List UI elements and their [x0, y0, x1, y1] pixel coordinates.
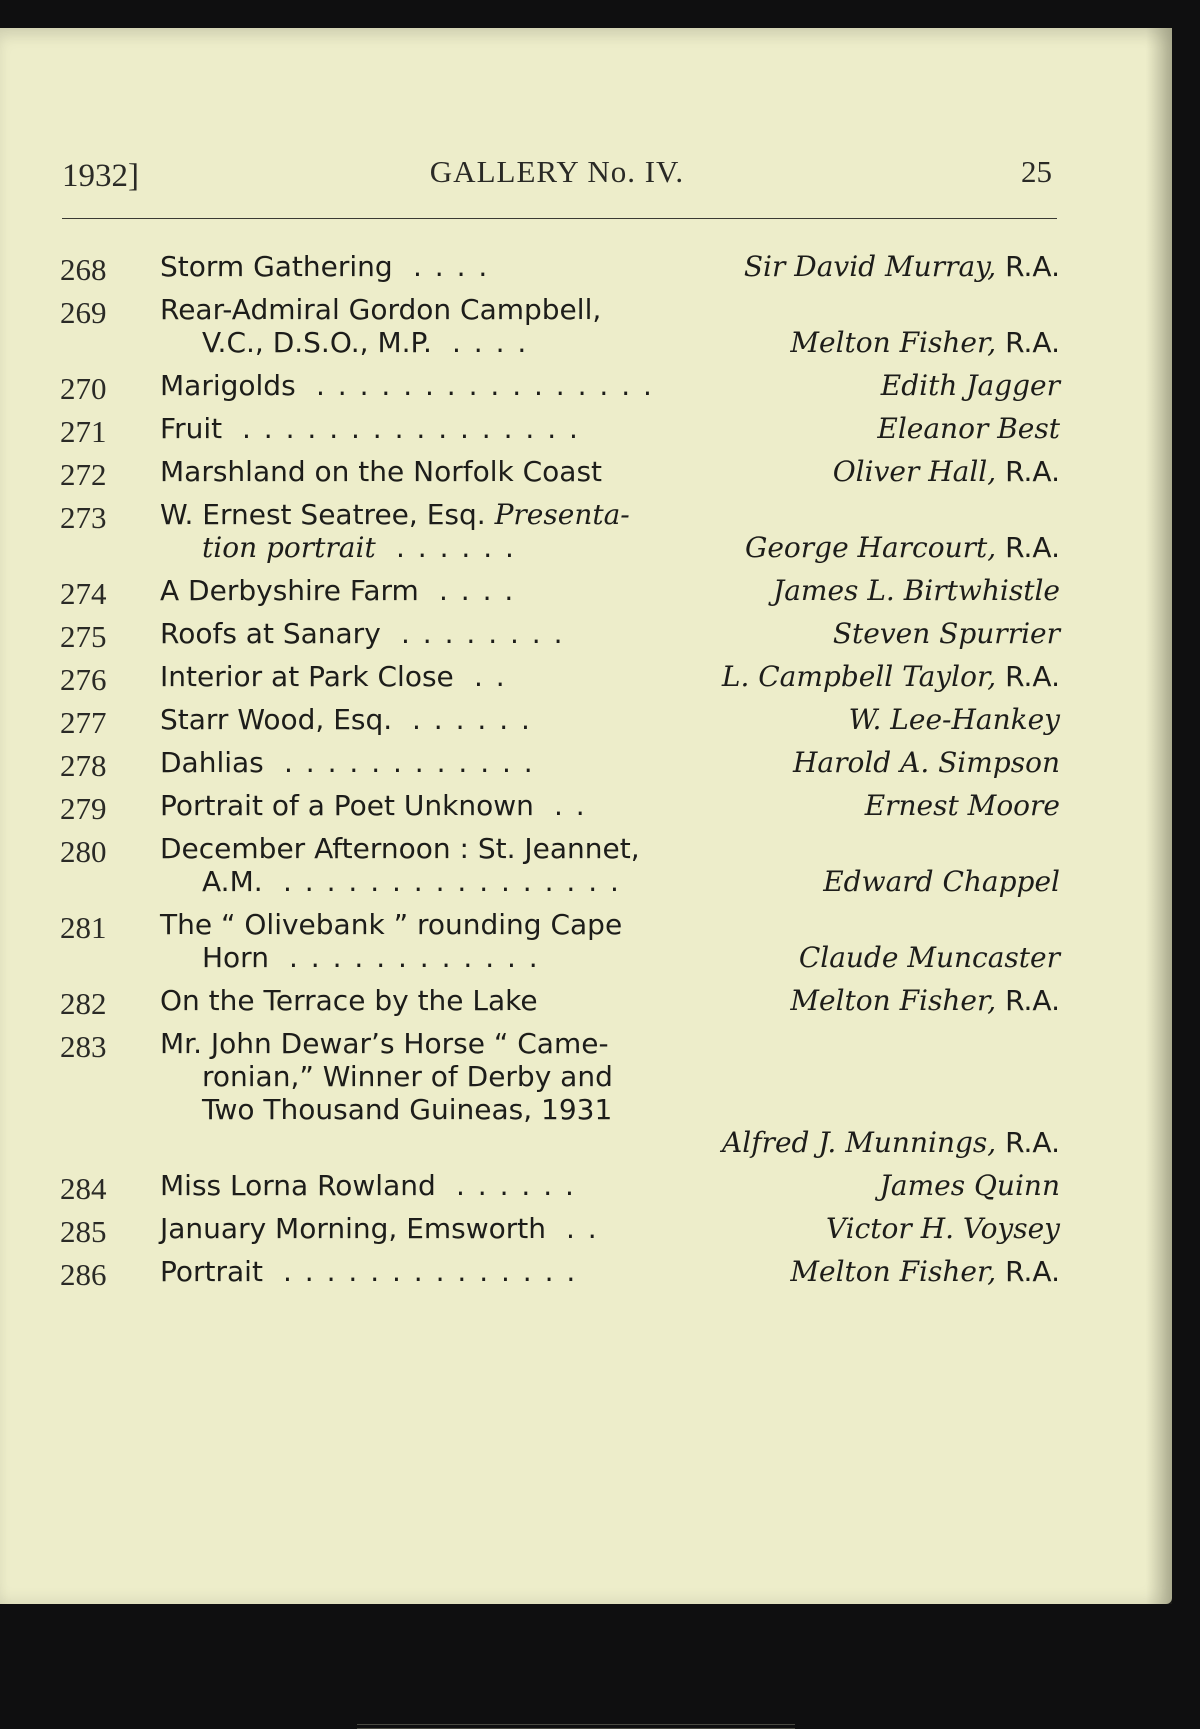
entry-title: [160, 1212, 546, 1245]
entry-number: 276: [60, 662, 107, 697]
entry-title: [160, 984, 538, 1017]
header-year: 1932]: [62, 158, 139, 194]
title-text: Mr. John Dewar’s Horse “ Came-: [160, 1027, 609, 1060]
artist-name: Edward Chappel: [823, 865, 1060, 898]
artist-name: Victor H. Voysey: [825, 1212, 1060, 1245]
entry-number: 268: [60, 252, 107, 287]
entry-line: [60, 617, 1060, 650]
title-text: Fruit: [160, 412, 223, 445]
entry-number: 273: [60, 500, 107, 535]
entry-title: [160, 1169, 436, 1202]
artist-name: Sir David Murray,: [743, 250, 997, 283]
title-text: On the Terrace by the Lake: [160, 984, 538, 1017]
title-text: Two Thousand Guineas, 1931: [202, 1093, 613, 1126]
leader-dots: . . . . . . . . . . . . . . . .: [316, 369, 654, 402]
entry-line: [60, 412, 1060, 445]
title-text: Portrait of a Poet Unknown: [160, 789, 534, 822]
entry-artist: [881, 369, 1060, 402]
entry-artist: [833, 455, 1060, 488]
leader-dots: . . . .: [452, 326, 529, 359]
title-text: Marshland on the Norfolk Coast: [160, 455, 603, 488]
academy-suffix: R.A.: [1005, 660, 1060, 693]
artist-name: Eleanor Best: [877, 412, 1060, 445]
entry-title: [160, 1027, 609, 1060]
leader-dots: . .: [566, 1212, 599, 1245]
title-text: Marigolds: [160, 369, 296, 402]
entry-line: [60, 531, 1060, 564]
entry-line: [60, 789, 1060, 822]
entry-number: 286: [60, 1257, 107, 1292]
entry-title: [160, 660, 454, 693]
entry-title-continued: [202, 941, 269, 974]
catalogue-entry: [60, 660, 1060, 697]
entry-artist: [833, 617, 1060, 650]
entry-line: [60, 1255, 1060, 1288]
title-text: January Morning, Emsworth: [160, 1212, 547, 1245]
catalogue-entry: [60, 369, 1060, 406]
catalogue-entry: [60, 250, 1060, 287]
leader-dots: . . . . . . . . . . . . . . . .: [283, 865, 621, 898]
page-edge-shadow: [1146, 28, 1172, 1604]
entry-artist: [745, 531, 1060, 564]
entry-number: 270: [60, 371, 107, 406]
entry-line: [60, 369, 1060, 402]
artist-name: Melton Fisher,: [790, 1255, 997, 1288]
header-rule: [62, 218, 1057, 219]
entry-number: 274: [60, 576, 107, 611]
title-text: W. Ernest Seatree, Esq.: [160, 498, 486, 531]
leader-dots: . . . . . . . . . . . .: [284, 746, 535, 779]
entry-line: [60, 326, 1060, 359]
entry-line: [60, 293, 1060, 326]
leader-dots: . .: [474, 660, 507, 693]
entry-title: [160, 832, 640, 865]
entry-line: [60, 1060, 1060, 1093]
entry-artist: [823, 865, 1060, 898]
catalogue-entry: [60, 498, 1060, 564]
title-text: A.M.: [202, 865, 263, 898]
entry-artist: [722, 1126, 1060, 1159]
title-text: Rear-Admiral Gordon Campbell,: [160, 293, 602, 326]
academy-suffix: R.A.: [1005, 1255, 1060, 1288]
artist-name: Harold A. Simpson: [792, 746, 1060, 779]
entry-title: [160, 908, 622, 941]
artist-name: Edith Jagger: [880, 369, 1060, 402]
catalogue-entry: [60, 617, 1060, 654]
entry-title-continued: [202, 326, 432, 359]
entry-artist: [793, 746, 1060, 779]
running-header: [62, 140, 1052, 194]
title-text: Interior at Park Close: [160, 660, 454, 693]
artist-name: James L. Birtwhistle: [773, 574, 1060, 607]
title-italic-text: tion portrait: [202, 531, 376, 564]
title-italic-text: Presenta-: [494, 498, 630, 531]
entry-title: [160, 455, 602, 488]
leader-dots: . . . . . .: [396, 531, 516, 564]
catalogue-entry: [60, 1255, 1060, 1292]
academy-suffix: R.A.: [1005, 326, 1060, 359]
artist-name: Melton Fisher,: [790, 326, 997, 359]
artist-name: Steven Spurrier: [832, 617, 1060, 650]
artist-name: Claude Muncaster: [798, 941, 1060, 974]
leader-dots: . . . . . . . . . . . . . . . .: [242, 412, 580, 445]
catalogue-page: [0, 28, 1172, 1604]
entry-number: 272: [60, 457, 107, 492]
entry-number: 283: [60, 1029, 107, 1064]
entry-number: 277: [60, 705, 107, 740]
entry-artist: [849, 703, 1060, 736]
entry-number: 280: [60, 834, 107, 869]
entry-line: [60, 908, 1060, 941]
leader-dots: . . . .: [439, 574, 516, 607]
entry-title-continued: [202, 1093, 612, 1126]
title-text: Portrait: [160, 1255, 263, 1288]
artist-name: Ernest Moore: [864, 789, 1060, 822]
title-text: V.C., D.S.O., M.P.: [202, 326, 432, 359]
entry-artist: [799, 941, 1060, 974]
title-text: A Derbyshire Farm: [160, 574, 419, 607]
entry-title: [160, 574, 419, 607]
catalogue-entry: [60, 703, 1060, 740]
entry-line: [60, 498, 1060, 531]
title-text: Miss Lorna Rowland: [160, 1169, 436, 1202]
entry-artist: [877, 412, 1060, 445]
entry-title: [160, 498, 630, 531]
entry-title: [160, 789, 534, 822]
entry-line: [60, 865, 1060, 898]
entry-line: [60, 1027, 1060, 1060]
catalogue-entry: [60, 293, 1060, 359]
title-text: ronian,” Winner of Derby and: [202, 1060, 613, 1093]
entry-artist: [880, 1169, 1060, 1202]
entry-line: [60, 746, 1060, 779]
entry-title: [160, 369, 296, 402]
entry-artist: [790, 984, 1060, 1017]
leader-dots: . . . . . . . . . . . . . .: [283, 1255, 578, 1288]
entry-line: [60, 832, 1060, 865]
artist-name: Melton Fisher,: [790, 984, 997, 1017]
entry-artist: [722, 660, 1060, 693]
artist-name: George Harcourt,: [744, 531, 997, 564]
catalogue-entry: [60, 746, 1060, 783]
leader-dots: . . . . . . . .: [401, 617, 565, 650]
entry-number: 278: [60, 748, 107, 783]
entry-artist: [865, 789, 1060, 822]
title-text: Starr Wood, Esq.: [160, 703, 393, 736]
entry-number: 275: [60, 619, 107, 654]
leader-dots: . .: [554, 789, 587, 822]
artist-name: Oliver Hall,: [832, 455, 997, 488]
title-text: Horn: [202, 941, 269, 974]
catalogue-entry: [60, 1212, 1060, 1249]
entry-line: [60, 984, 1060, 1017]
entry-number: 279: [60, 791, 107, 826]
entry-number: 282: [60, 986, 107, 1021]
entry-number: 269: [60, 295, 107, 330]
entry-title: [160, 746, 264, 779]
leader-dots: . . . . . . . . . . . .: [289, 941, 540, 974]
leader-dots: . . . . . .: [456, 1169, 576, 1202]
entry-title: [160, 412, 222, 445]
entry-title: [160, 250, 393, 283]
entry-line: [60, 1093, 1060, 1126]
entry-artist: [773, 574, 1060, 607]
catalogue-entry: [60, 984, 1060, 1021]
title-text: Storm Gathering: [160, 250, 393, 283]
entry-artist: [826, 1212, 1060, 1245]
leader-dots: . . . . . .: [412, 703, 532, 736]
entry-title-continued: [202, 531, 376, 564]
entry-title: [160, 293, 601, 326]
catalogue-entry: [60, 574, 1060, 611]
catalogue-entry: [60, 1027, 1060, 1159]
entry-line: [60, 1169, 1060, 1202]
artist-name: W. Lee-Hankey: [848, 703, 1060, 736]
entry-title: [160, 1255, 263, 1288]
catalogue-entry: [60, 789, 1060, 826]
catalogue-entry: [60, 1169, 1060, 1206]
header-page-number: 25: [1021, 154, 1052, 189]
catalogue-entry: [60, 412, 1060, 449]
entry-title-continued: [202, 1060, 613, 1093]
artist-name: James Quinn: [879, 1169, 1060, 1202]
entry-title-continued: [202, 865, 263, 898]
academy-suffix: R.A.: [1005, 250, 1060, 283]
title-text: Dahlias: [160, 746, 264, 779]
footer-double-rule: [357, 1724, 795, 1729]
entry-line: [60, 703, 1060, 736]
entry-artist: [790, 326, 1060, 359]
artist-name: Alfred J. Munnings,: [722, 1126, 997, 1159]
academy-suffix: R.A.: [1005, 531, 1060, 564]
academy-suffix: R.A.: [1005, 1126, 1060, 1159]
catalogue-entry: [60, 908, 1060, 974]
title-text: Roofs at Sanary: [160, 617, 381, 650]
entry-line: [60, 660, 1060, 693]
entry-title: [160, 703, 392, 736]
entry-number: 284: [60, 1171, 107, 1206]
catalogue-entries: [60, 250, 1060, 1298]
entry-artist: [790, 1255, 1060, 1288]
academy-suffix: R.A.: [1005, 455, 1060, 488]
entry-number: 285: [60, 1214, 107, 1249]
title-text: The “ Olivebank ” rounding Cape: [160, 908, 623, 941]
entry-number: 281: [60, 910, 107, 945]
entry-line: [60, 1126, 1060, 1159]
catalogue-entry: [60, 455, 1060, 492]
header-gallery-title: GALLERY No. IV.: [429, 154, 685, 189]
entry-artist: [744, 250, 1060, 283]
entry-line: [60, 574, 1060, 607]
entry-line: [60, 250, 1060, 283]
artist-name: L. Campbell Taylor,: [721, 660, 997, 693]
title-text: December Afternoon : St. Jeannet,: [160, 832, 640, 865]
entry-number: 271: [60, 414, 107, 449]
academy-suffix: R.A.: [1005, 984, 1060, 1017]
leader-dots: . . . .: [413, 250, 490, 283]
entry-title: [160, 617, 381, 650]
entry-line: [60, 941, 1060, 974]
entry-line: [60, 455, 1060, 488]
entry-line: [60, 1212, 1060, 1245]
catalogue-entry: [60, 832, 1060, 898]
